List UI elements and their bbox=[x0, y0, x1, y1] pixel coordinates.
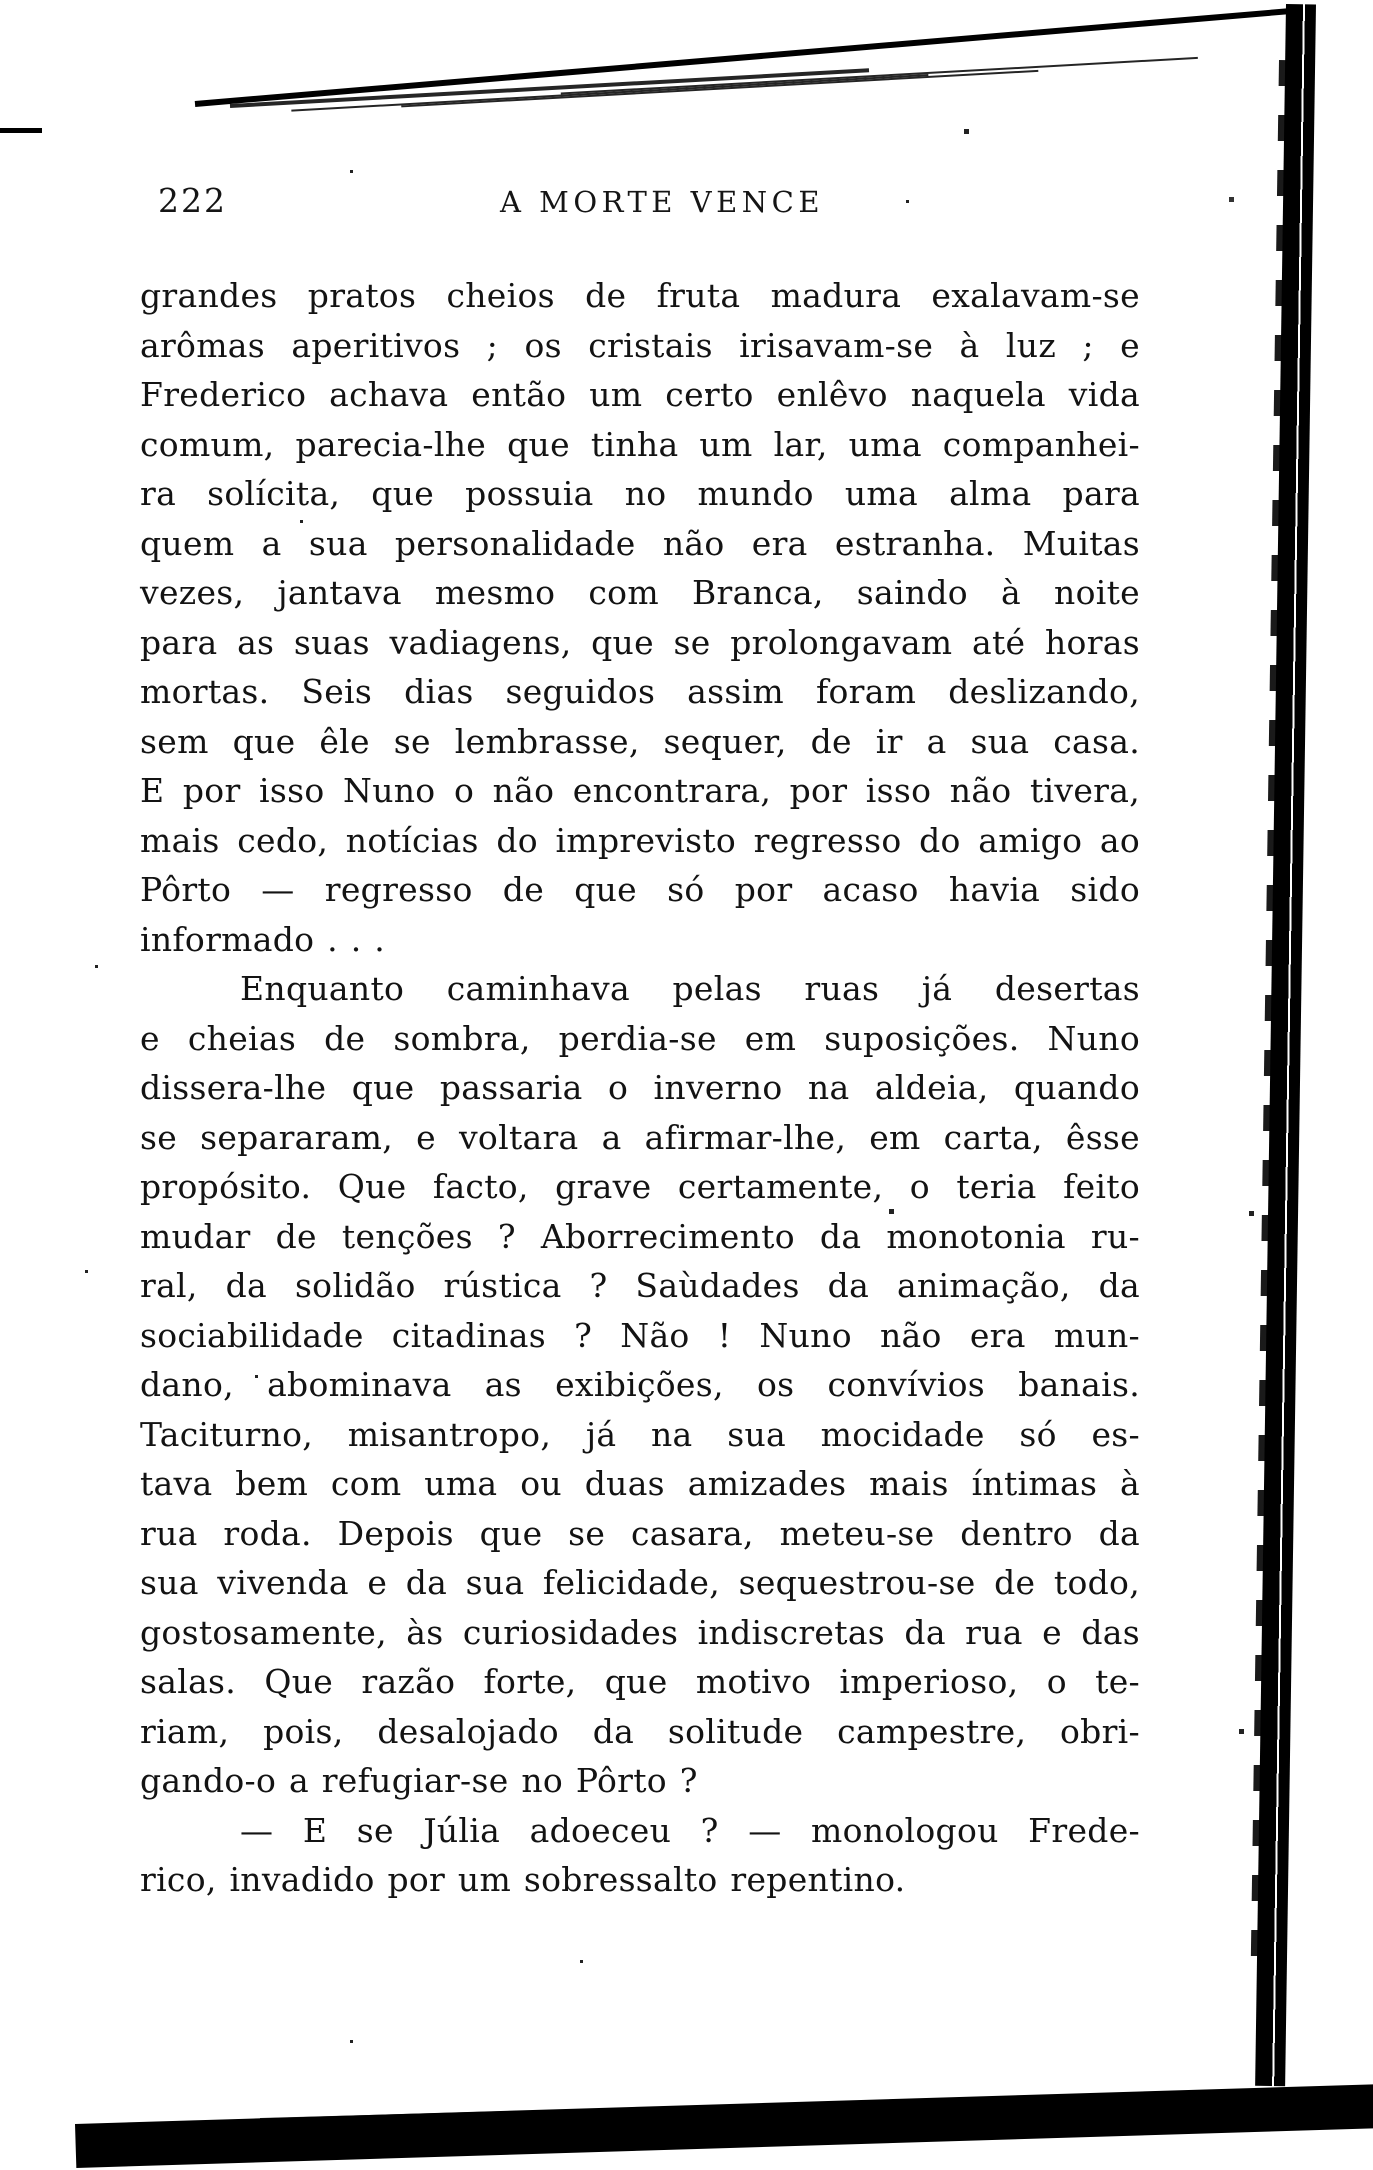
text-line: salas. Que razão forte, que motivo imperioso, o te- bbox=[140, 1662, 1140, 1701]
text-block bbox=[140, 271, 1140, 1905]
scan-noise-specks bbox=[350, 170, 353, 173]
page-edge-left-dash bbox=[0, 128, 42, 133]
text-line: Frederico achava então um certo enlêvo naquela vida bbox=[140, 375, 1140, 414]
text-line: rico, invadido por um sobressalto repentino. bbox=[140, 1860, 906, 1899]
text-line: mudar de tenções ? Aborrecimento da monotonia ru- bbox=[140, 1216, 1140, 1256]
text-line: sua vivenda e da sua felicidade, sequestrou-se de todo, bbox=[140, 1563, 1140, 1602]
text-line: E por isso Nuno o não encontrara, por isso não tivera, bbox=[140, 771, 1140, 810]
text-line: Enquanto caminhava pelas ruas já desertas bbox=[240, 969, 1140, 1008]
text-line: sociabilidade citadinas ? Não ! Nuno não era mun- bbox=[140, 1315, 1140, 1355]
text-line: ral, da solidão rústica ? Saùdades da animação, da bbox=[140, 1266, 1140, 1305]
text-line: arômas aperitivos ; os cristais irisavam-se à luz ; e bbox=[140, 325, 1140, 365]
text-line: gostosamente, às curiosidades indiscretas da rua e das bbox=[140, 1612, 1140, 1652]
text-line: Taciturno, misantropo, já na sua mocidade só es- bbox=[140, 1414, 1140, 1454]
text-line: informado . . . bbox=[140, 919, 386, 959]
text-line: mais cedo, notícias do imprevisto regresso do amigo ao bbox=[140, 820, 1140, 860]
text-line: tava bem com uma ou duas amizades mais íntimas à bbox=[140, 1464, 1140, 1503]
text-line: grandes pratos cheios de fruta madura exalavam-se bbox=[140, 276, 1140, 315]
text-line: — E se Júlia adoeceu ? — monologou Frede- bbox=[240, 1810, 1140, 1850]
text-line: vezes, jantava mesmo com Branca, saindo à noite bbox=[140, 573, 1140, 612]
text-line: para as suas vadiagens, que se prolongavam até horas bbox=[140, 622, 1140, 662]
text-line: ra solícita, que possuia no mundo uma alma para bbox=[140, 474, 1140, 513]
text-line: e cheias de sombra, perdia-se em suposições. Nuno bbox=[140, 1018, 1140, 1058]
page-number: 222 bbox=[158, 181, 227, 220]
text-line: dano, abominava as exibições, os convívios banais. bbox=[140, 1365, 1140, 1404]
text-line: quem a sua personalidade não era estranha. Muitas bbox=[140, 523, 1140, 563]
text-line: gando-o a refugiar-se no Pôrto ? bbox=[140, 1761, 698, 1800]
text-line: propósito. Que facto, grave certamente, o teria feito bbox=[140, 1167, 1140, 1206]
text-line: rua roda. Depois que se casara, meteu-se dentro da bbox=[140, 1513, 1140, 1553]
text-line: riam, pois, desalojado da solitude campestre, obri- bbox=[140, 1711, 1140, 1751]
text-line: mortas. Seis dias seguidos assim foram deslizando, bbox=[140, 672, 1140, 711]
text-line: dissera-lhe que passaria o inverno na aldeia, quando bbox=[140, 1068, 1140, 1107]
text-line: comum, parecia-lhe que tinha um lar, uma companhei- bbox=[140, 424, 1140, 464]
text-line: se separaram, e voltara a afirmar-lhe, em carta, êsse bbox=[140, 1117, 1140, 1157]
page-edge-top-line bbox=[195, 7, 1304, 107]
page-bottom-edge-bar bbox=[75, 2084, 1373, 2168]
running-title: A MORTE VENCE bbox=[500, 185, 825, 219]
text-line: Pôrto — regresso de que só por acaso havia sido bbox=[140, 870, 1140, 909]
text-line: sem que êle se lembrasse, sequer, de ir a sua casa. bbox=[140, 721, 1140, 761]
